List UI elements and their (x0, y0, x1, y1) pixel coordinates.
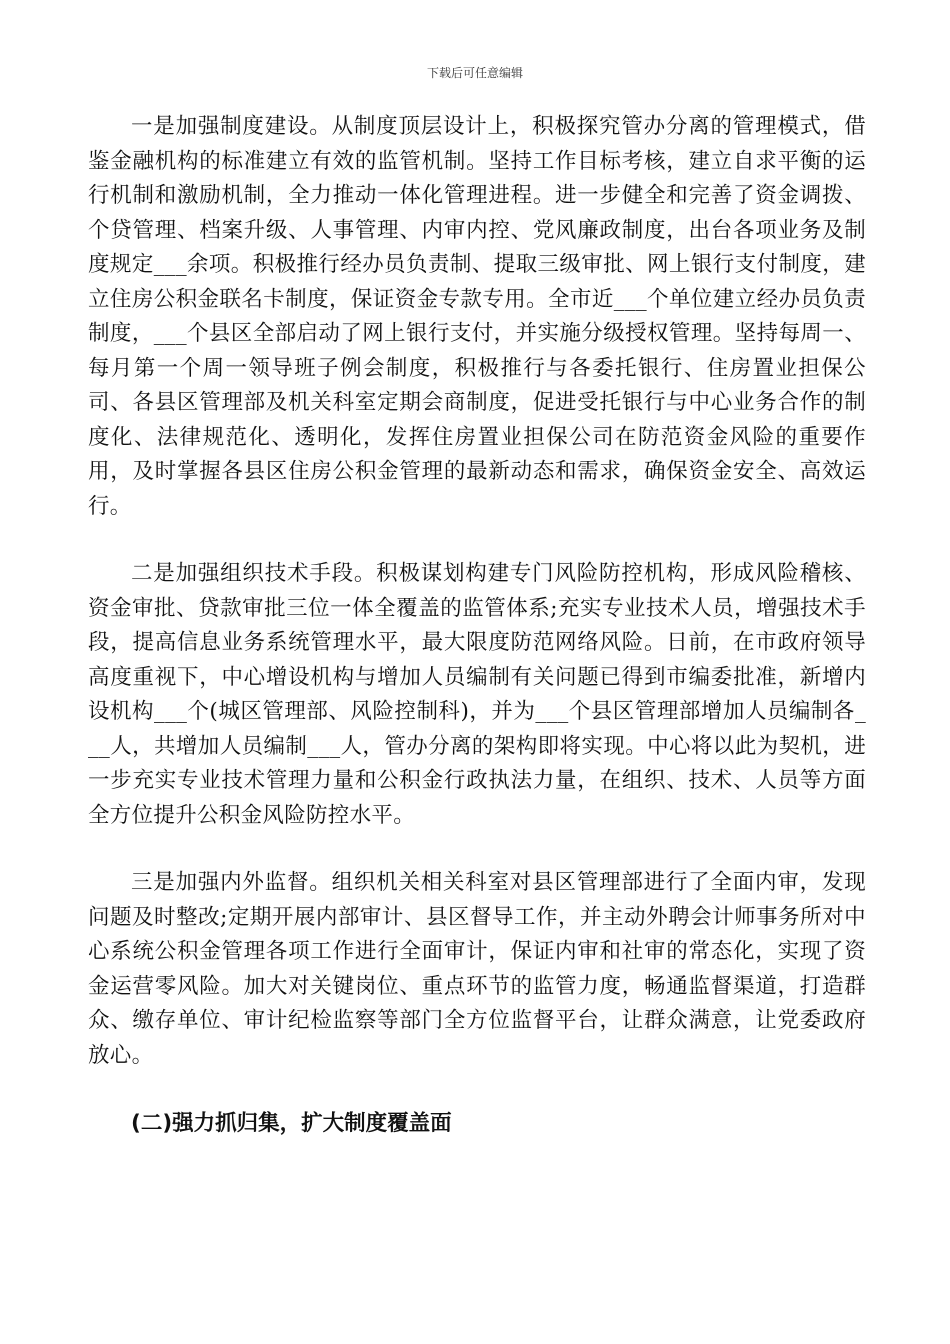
section-heading: (二)强力抓归集，扩大制度覆盖面 (131, 1111, 452, 1136)
paragraph-institution-building: 一是加强制度建设。从制度顶层设计上，积极探究管办分离的管理模式，借鉴金融机构的标准建立有效的监管机制。坚持工作目标考核，建立自求平衡的运行机制和激励机制，全力推动一体化管理进程。进一步健全和完善了资金调拨、个贷管理、档案升级、人事管理、内审内控、党风廉政制度，出台各项业务及制度规定___余项。积极推行经办员负责制、提取三级审批、网上银行支付制度，建立住房公积金联名卡制度，保证资金专款专用。全市近___个单位建立经办员负责制度，___个县区全部启动了网上银行支付，并实施分级授权管理。坚持每周一、每月第一个周一领导班子例会制度，积极推行与各委托银行、住房置业担保公司、各县区管理部及机关科室定期会商制度，促进受托银行与中心业务合作的制度化、法律规范化、透明化，发挥住房置业担保公司在防范资金风险的重要作用，及时掌握各县区住房公积金管理的最新动态和需求，确保资金安全、高效运行。 (88, 114, 866, 519)
paragraph-supervision: 三是加强内外监督。组织机关相关科室对县区管理部进行了全面内审，发现问题及时整改;定期开展内部审计、县区督导工作，并主动外聘会计师事务所对中心系统公积金管理各项工作进行全面审计，保证内审和社审的常态化，实现了资金运营零风险。加大对关键岗位、重点环节的监管力度，畅通监督渠道，打造群众、缴存单位、审计纪检监察等部门全方位监督平台，让群众满意，让党委政府放心。 (88, 870, 866, 1068)
page-header: 下载后可任意编辑 (426, 66, 523, 80)
document-body (88, 110, 866, 1141)
paragraph-technical-means: 二是加强组织技术手段。积极谋划构建专门风险防控机构，形成风险稽核、资金审批、贷款审批三位一体全覆盖的监管体系;充实专业技术人员，增强技术手段，提高信息业务系统管理水平，最大限度防范网络风险。日前，在市政府领导高度重视下，中心增设机构与增加人员编制有关问题已得到市编委批准，新增内设机构___个(城区管理部、风险控制科)，并为___个县区管理部增加人员编制各___人，共增加人员编制___人，管办分离的架构即将实现。中心将以此为契机，进一步充实专业技术管理力量和公积金行政执法力量，在组织、技术、人员等方面全方位提升公积金风险防控水平。 (88, 561, 866, 828)
